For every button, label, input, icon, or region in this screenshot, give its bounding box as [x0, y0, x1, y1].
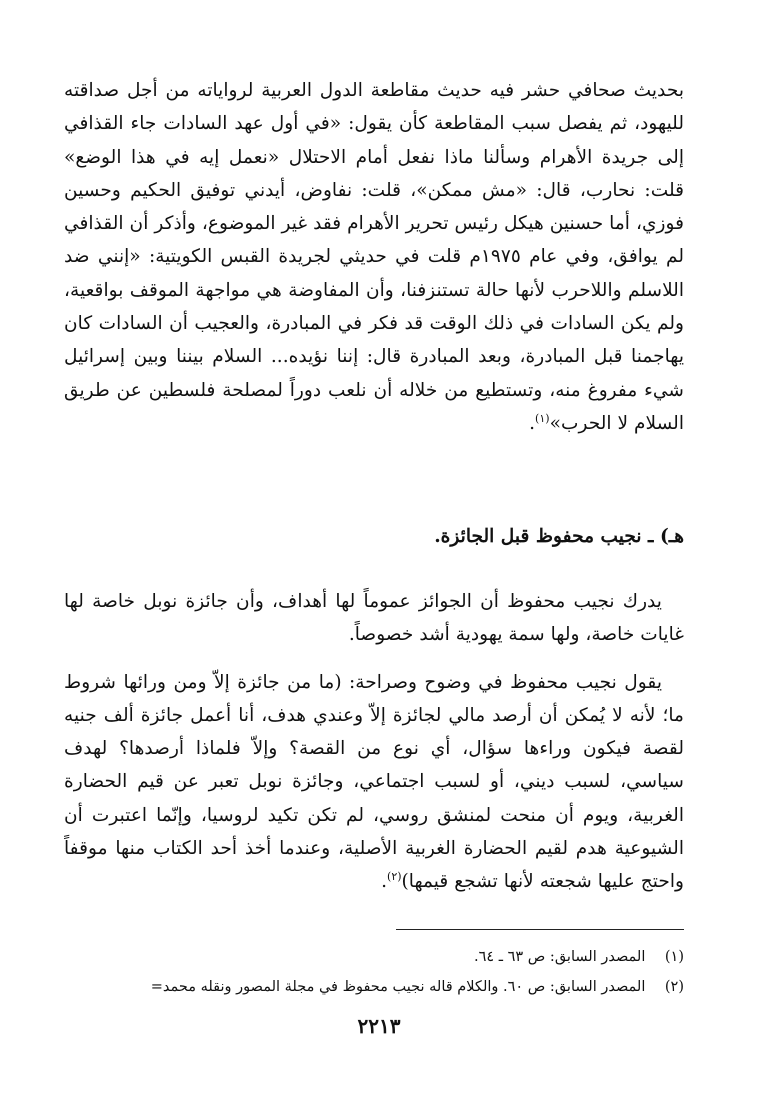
paragraph	[64, 666, 684, 899]
paragraph-text: يقول نجيب محفوظ في وضوح وصراحة: (ما من جائزة إلاّ ومن ورائها شروط ما؛ لأنه لا يُمكن أن أرصد مالي لجائزة إلاّ وعندي هدف، أنا أعمل جائزة ألف جنيه لقصة فيكون وراءها سؤال، أي نوع من القصة؟ وإلاّ فلماذا أرصدها؟ لهدف سياسي، لسبب ديني، أو لسبب اجتماعي، وجائزة نوبل تعبر عن قيم الحضارة الغربية، ويوم أن منحت لمنشق روسي، لم تكن تكيد لروسيا، وإنّما اعتبرت أن الشيوعية هدم لقيم الحضارة الغربية الأصلية، وعندما أخذ أحد الكتاب منها موقفاً واحتج عليها شجعته لأنها تشجع قيمها)	[64, 671, 684, 893]
footnote-number: (٢)	[664, 979, 684, 995]
footnote-ref[interactable]: (١)	[535, 411, 550, 425]
footnote	[40, 972, 684, 1002]
paragraph-end: .	[381, 871, 388, 893]
paragraph-text: بحديث صحافي حشر فيه حديث مقاطعة الدول العربية لرواياته من أجل صداقته لليهود، ثم يفصل سبب المقاطعة كأن يقول: «في أول عهد السادات جاء القذافي إلى جريدة الأهرام وسألنا ماذا نفعل أمام الاحتلال «نعمل إيه في هذا الوضع» قلت: نحارب، قال: «مش ممكن»، قلت: نفاوض، أيدني توفيق الحكيم وحسين فوزي، أما حسنين هيكل رئيس تحرير الأهرام فقد غير الموضوع، وأذكر أن القذافي لم يوافق، وفي عام ١٩٧٥م قلت في حديثي لجريدة القبس الكويتية: «إنني ضد اللاسلم واللاحرب لأنها حالة تستنزفنا، وأن المفاوضة هي مواجهة الموقف بواقعية، ولم يكن السادات في ذلك الوقت قد فكر في المبادرة، والعجيب أن السادات كان يهاجمنا قبل المبادرة، وبعد المبادرة قال: إننا نؤيده... السلام بيننا وبين إسرائيل شيء مفروغ منه، وتستطيع من خلاله أن نلعب دوراً لمصلحة فلسطين عن طريق السلام لا الحرب»	[64, 80, 685, 434]
footnote-divider	[396, 929, 684, 930]
paragraph-end: .	[529, 412, 536, 434]
page-number: ٢٢١٣	[357, 1014, 401, 1038]
paragraph	[64, 74, 684, 440]
footnotes	[40, 942, 684, 1002]
body-text	[64, 74, 684, 440]
footnote-ref[interactable]: (٢)	[387, 870, 402, 884]
footnote-text: المصدر السابق: ص ٦٠. والكلام قاله نجيب محفوظ في مجلة المصور ونقله محمد=	[150, 979, 646, 995]
section-heading: هـ) ـ نجيب محفوظ قبل الجائزة.	[434, 526, 684, 547]
footnote-text: المصدر السابق: ص ٦٣ ـ ٦٤.	[473, 949, 646, 965]
paragraph: يدرك نجيب محفوظ أن الجوائز عموماً لها أهداف، وأن جائزة نوبل خاصة لها غايات خاصة، ولها سمة يهودية أشد خصوصاً.	[64, 590, 684, 645]
footnote-number: (١)	[664, 949, 684, 965]
footnote	[40, 942, 684, 972]
